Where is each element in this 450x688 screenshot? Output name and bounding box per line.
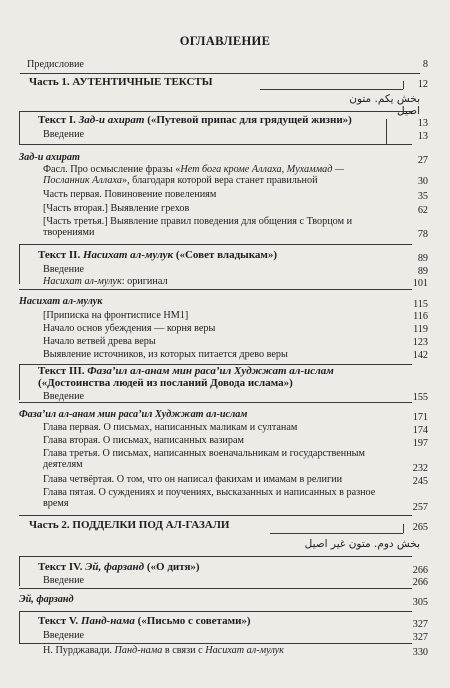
divider xyxy=(19,289,412,290)
section-heading: Зад-и ахират xyxy=(19,152,80,163)
page-title: ОГЛАВЛЕНИЕ xyxy=(179,34,271,48)
page-number: 174 xyxy=(412,425,428,436)
page-number: 265 xyxy=(412,522,428,533)
page-number: 330 xyxy=(412,647,428,658)
toc-entry: Глава четвёртая. О том, что он написал факихам и имамам в религии xyxy=(43,474,343,485)
divider xyxy=(19,611,412,612)
toc-entry: Введение xyxy=(43,129,85,140)
page-number: 197 xyxy=(412,438,428,449)
page-number: 116 xyxy=(413,311,428,322)
page-number: 27 xyxy=(417,155,428,166)
toc-entry: Н. Пурджавади. Панд-нама в связи с Насихат ал-мулук xyxy=(43,645,284,656)
toc-entry: Начало ветвей древа веры xyxy=(43,336,156,347)
divider xyxy=(19,244,412,245)
page-number: 8 xyxy=(422,59,428,70)
page-number: 245 xyxy=(412,476,428,487)
divider xyxy=(403,81,404,89)
text-heading-desc: («Достоинства людей из посланий Довода ислама») xyxy=(38,377,293,389)
toc-entry: Введение xyxy=(43,630,85,641)
page-number: 155 xyxy=(412,392,428,403)
toc-entry: Часть первая. Повиновение повелениям xyxy=(43,189,217,200)
toc-entry: Глава пятая. О суждениях и поучениях, высказанных и написанных в разное время xyxy=(43,487,376,509)
page-number: 119 xyxy=(413,324,428,335)
text-heading: Текст I. Зад-и ахират («Путевой припас для грядущей жизни») xyxy=(38,114,352,126)
text-heading: Текст V. Панд-нама («Письмо с советами») xyxy=(38,615,251,627)
page-number: 13 xyxy=(417,131,428,142)
section-heading: Насихат ал-мулук xyxy=(19,296,103,307)
toc-entry: Глава вторая. О письмах, написанных вазирам xyxy=(43,435,244,446)
page-number: 305 xyxy=(412,597,428,608)
toc-entry: Выявление источников, из которых питается древо веры xyxy=(43,349,288,360)
divider xyxy=(19,402,412,403)
toc-entry: Начало основ убеждения — корня веры xyxy=(43,323,216,334)
page-number: 30 xyxy=(417,176,428,187)
divider xyxy=(19,111,20,144)
page-number: 327 xyxy=(412,632,428,643)
page-number: 78 xyxy=(417,229,428,240)
page-number: 232 xyxy=(412,463,428,474)
divider xyxy=(19,364,20,400)
page-number: 266 xyxy=(412,565,428,576)
divider xyxy=(19,611,20,643)
leader-line xyxy=(260,89,403,90)
page-number: 62 xyxy=(417,205,428,216)
toc-entry: [Приписка на фронтисписе НМ1] xyxy=(43,310,189,321)
toc-entry: Введение xyxy=(43,575,85,586)
divider xyxy=(20,73,420,74)
divider xyxy=(19,556,20,586)
text-heading: Текст IV. Эй, фарзанд («О дитя») xyxy=(38,561,200,573)
page-number: 13 xyxy=(417,118,428,129)
page-number: 89 xyxy=(417,253,428,264)
toc-entry: [Часть вторая.] Выявление грехов xyxy=(43,203,190,214)
page-number: 266 xyxy=(412,577,428,588)
toc-entry: Введение xyxy=(43,264,85,275)
arabic-subtitle: بخش دوم. متون غير اصيل xyxy=(304,538,420,550)
arabic-subtitle: بخش يكم. متون اصيل xyxy=(349,93,420,117)
divider xyxy=(19,643,412,644)
divider xyxy=(19,244,20,284)
leader-line xyxy=(270,533,403,534)
toc-entry: Введение xyxy=(43,391,85,402)
page-number: 101 xyxy=(412,278,428,289)
part-heading: Часть 1. АУТЕНТИЧНЫЕ ТЕКСТЫ xyxy=(29,76,213,88)
toc-entry: Насихат ал-мулук: оригинал xyxy=(43,276,168,287)
page-number: 257 xyxy=(412,502,428,513)
divider xyxy=(386,119,387,144)
page-number: 89 xyxy=(417,266,428,277)
page-number: 12 xyxy=(417,79,428,90)
section-heading: Эй, фарзанд xyxy=(19,594,74,605)
divider xyxy=(19,515,412,516)
text-heading: Текст III. Фаза’ил ал-анам мин раса’ил Худжжат ал-ислам xyxy=(38,365,334,377)
text-heading: Текст II. Насихат ал-мулук («Совет владыкам») xyxy=(38,249,278,261)
divider xyxy=(19,111,412,112)
toc-entry: Глава первая. О письмах, написанных маликам и султанам xyxy=(43,422,298,433)
divider xyxy=(19,144,412,145)
toc-entry: [Часть третья.] Выявление правил поведения для общения с Творцом и творениями xyxy=(43,216,353,238)
page-number: 123 xyxy=(412,337,428,348)
page-number: 115 xyxy=(413,299,428,310)
divider xyxy=(19,588,412,589)
page-number: 142 xyxy=(412,350,428,361)
toc-entry: Глава третья. О письмах, написанных военачальникам и государственным деятелям xyxy=(43,448,365,470)
toc-entry-foreword: Предисловие xyxy=(27,59,84,70)
page-number: 35 xyxy=(417,191,428,202)
divider xyxy=(19,556,412,557)
page-number: 171 xyxy=(412,412,428,423)
divider xyxy=(403,524,404,533)
section-heading: Фаза’ил ал-анам мин раса’ил Худжжат ал-ислам xyxy=(19,409,248,420)
part-heading: Часть 2. ПОДДЕЛКИ ПОД АЛ-ГАЗАЛИ xyxy=(29,519,230,531)
toc-entry: Фасл. Про осмысление фразы «Нет бога кроме Аллаха, Мухаммад — Посланник Аллаха», благодаря которой вера станет правильной xyxy=(43,164,344,186)
page-number: 327 xyxy=(412,619,428,630)
